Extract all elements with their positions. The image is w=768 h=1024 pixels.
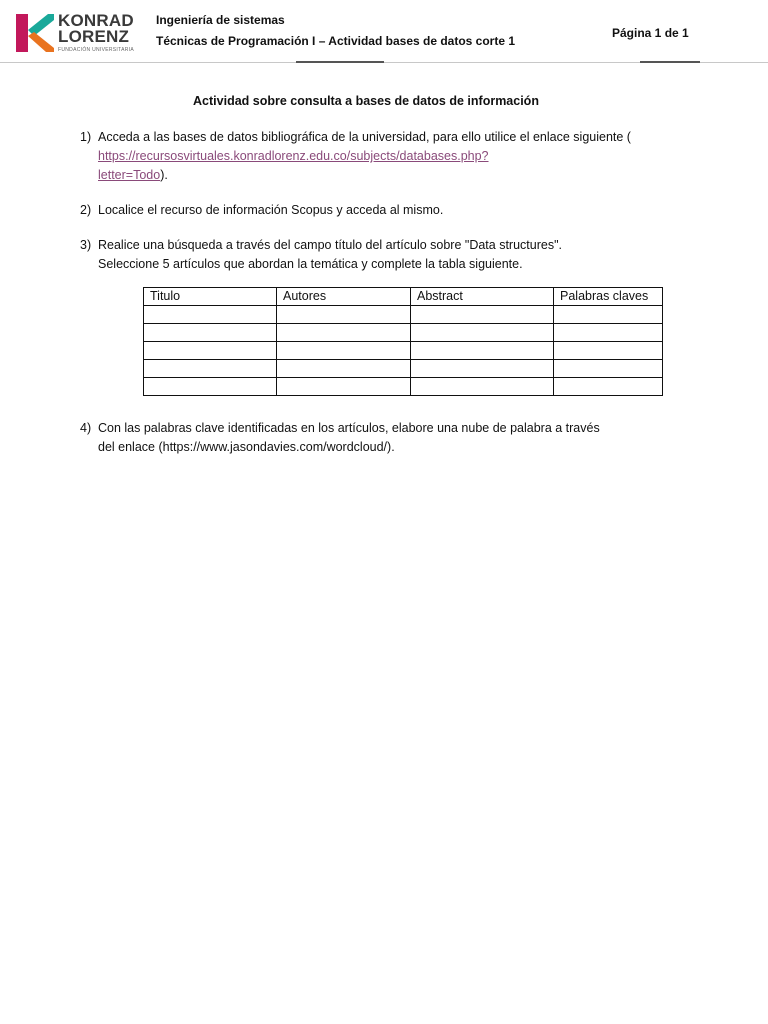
table-row: [144, 360, 663, 378]
table-header-autores: Autores: [277, 288, 411, 306]
document-title: Actividad sobre consulta a bases de datos de información: [193, 94, 539, 108]
header-divider-accent: [296, 61, 384, 63]
table-cell[interactable]: [411, 306, 554, 324]
header-program: Ingeniería de sistemas: [156, 13, 285, 27]
table-cell[interactable]: [411, 378, 554, 396]
logo-text-lorenz: LORENZ: [58, 27, 130, 46]
table-cell[interactable]: [144, 378, 277, 396]
table-row: [144, 342, 663, 360]
item-3-line-1: Realice una búsqueda a través del campo título del artículo sobre "Data structures".: [98, 238, 562, 252]
table-cell[interactable]: [277, 360, 411, 378]
list-item-text: [98, 419, 658, 457]
table-header-abstract: Abstract: [411, 288, 554, 306]
table-cell[interactable]: [144, 342, 277, 360]
list-item-text: [98, 236, 658, 274]
table-cell[interactable]: [411, 342, 554, 360]
databases-link-continued[interactable]: letter=Todo: [98, 168, 161, 182]
header-divider-accent: [640, 61, 700, 63]
logo-k-icon: [14, 12, 56, 54]
table-row: [144, 378, 663, 396]
databases-link[interactable]: https://recursosvirtuales.konradlorenz.edu.co/subjects/databases.php?: [98, 149, 489, 163]
articles-table: [143, 287, 663, 396]
list-item-number: 4): [80, 421, 92, 435]
list-item-number: 2): [80, 203, 92, 217]
table-header-row: [144, 288, 663, 306]
list-item-number: 1): [80, 130, 92, 144]
item-4-line-1: Con las palabras clave identificadas en los artículos, elabore una nube de palabra a través: [98, 421, 600, 435]
table-header-titulo: Titulo: [144, 288, 277, 306]
konrad-lorenz-logo: [14, 12, 142, 54]
table-header-palabras-claves: Palabras claves: [554, 288, 663, 306]
logo-text-fundacion: FUNDACIÓN UNIVERSITARIA: [58, 47, 134, 53]
table-cell[interactable]: [554, 378, 663, 396]
table-cell[interactable]: [554, 360, 663, 378]
table-cell[interactable]: [277, 342, 411, 360]
table-row: [144, 306, 663, 324]
list-item-number: 3): [80, 238, 92, 252]
table-cell[interactable]: [554, 306, 663, 324]
table-cell[interactable]: [277, 324, 411, 342]
item-1-text-start: Acceda a las bases de datos bibliográfica de la universidad, para ello utilice el enlace siguiente (: [98, 130, 631, 144]
table-row: [144, 324, 663, 342]
item-3-line-2: Seleccione 5 artículos que abordan la temática y complete la tabla siguiente.: [98, 257, 523, 271]
logo-text-konrad: KONRAD: [58, 11, 134, 30]
table-cell[interactable]: [277, 306, 411, 324]
table-cell[interactable]: [411, 360, 554, 378]
table-cell[interactable]: [411, 324, 554, 342]
header-page-number: Página 1 de 1: [612, 26, 689, 40]
table-cell[interactable]: [554, 324, 663, 342]
page-header: [0, 0, 768, 64]
list-item-text: [98, 128, 658, 185]
table-cell[interactable]: [144, 324, 277, 342]
header-course: Técnicas de Programación I – Actividad bases de datos corte 1: [156, 34, 516, 48]
item-1-text-end: ).: [160, 168, 168, 182]
list-item-text: Localice el recurso de información Scopus y acceda al mismo.: [98, 203, 444, 217]
table-cell[interactable]: [144, 360, 277, 378]
table-cell[interactable]: [554, 342, 663, 360]
table-cell[interactable]: [277, 378, 411, 396]
table-cell[interactable]: [144, 306, 277, 324]
item-4-line-2: del enlace (https://www.jasondavies.com/wordcloud/).: [98, 440, 395, 454]
